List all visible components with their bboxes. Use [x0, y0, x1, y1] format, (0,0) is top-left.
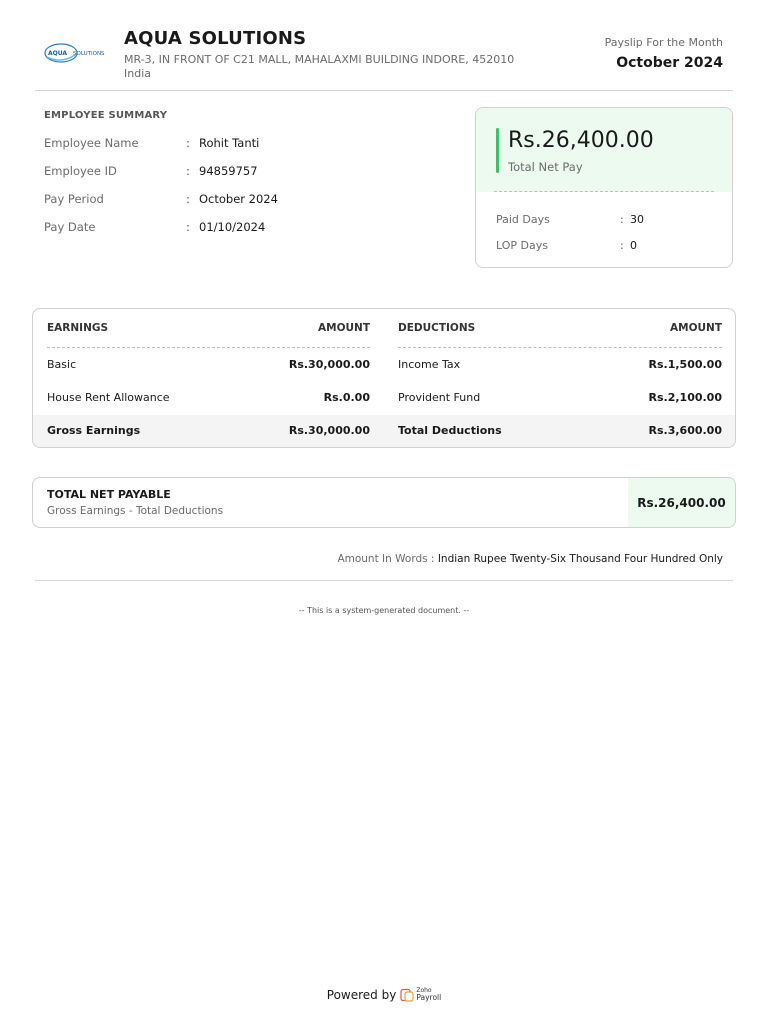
deductions-header: [398, 309, 722, 348]
gross-earnings-amount: Rs.30,000.00: [288, 424, 370, 437]
summary-label: Pay Date: [44, 220, 96, 234]
summary-row-pay-date: [44, 213, 444, 241]
svg-text:AQUA: AQUA: [48, 50, 68, 57]
earnings-deductions-table: [32, 308, 736, 448]
earnings-header-amount: AMOUNT: [318, 322, 370, 334]
svg-text:SOLUTIONS: SOLUTIONS: [73, 51, 105, 57]
deduction-amount: Rs.2,100.00: [648, 391, 722, 404]
days-label: Paid Days: [496, 212, 550, 226]
brand-big-text: Payroll: [416, 993, 442, 1002]
amount-in-words-value: Indian Rupee Twenty-Six Thousand Four Hundred Only: [437, 553, 723, 565]
system-generated-note: -- This is a system-generated document. --: [298, 606, 470, 615]
days-value: 0: [630, 238, 637, 252]
net-pay-amount: Rs.26,400.00: [508, 128, 654, 153]
summary-label: Employee ID: [44, 164, 117, 178]
table-row: [47, 348, 370, 381]
earning-amount: Rs.0.00: [323, 391, 370, 404]
net-pay-divider: [494, 191, 714, 192]
earning-label: Basic: [47, 358, 77, 371]
company-address-line1: MR-3, IN FRONT OF C21 MALL, MAHALAXMI BUILDING INDORE, 452010: [124, 53, 515, 66]
summary-row-pay-period: [44, 185, 444, 213]
earnings-header-label: EARNINGS: [47, 322, 109, 334]
employee-summary-title: EMPLOYEE SUMMARY: [44, 110, 168, 121]
earning-amount: Rs.30,000.00: [288, 358, 370, 371]
deduction-amount: Rs.1,500.00: [648, 358, 722, 371]
net-pay-accent-bar: [496, 128, 499, 173]
net-pay-card: [475, 107, 733, 268]
summary-colon: :: [186, 192, 190, 206]
company-name: AQUA SOLUTIONS: [124, 28, 307, 49]
payslip-month-block: [605, 36, 723, 72]
brand-small-text: Zoho: [416, 987, 432, 994]
payslip-header: [35, 27, 733, 91]
deductions-header-amount: AMOUNT: [670, 322, 722, 334]
paid-days-row: [496, 206, 712, 232]
gross-earnings-row: [47, 414, 370, 447]
net-payable-title: TOTAL NET PAYABLE: [47, 488, 171, 501]
amount-in-words-label: Amount In Words :: [337, 553, 438, 565]
days-value: 30: [630, 212, 644, 226]
deduction-label: Income Tax: [398, 358, 461, 371]
summary-colon: :: [186, 164, 190, 178]
deduction-label: Provident Fund: [398, 391, 481, 404]
summary-label: Pay Period: [44, 192, 104, 206]
summary-row-employee-id: [44, 157, 444, 185]
amount-in-words: [337, 553, 723, 565]
net-payable-subtitle: Gross Earnings - Total Deductions: [47, 505, 224, 517]
summary-colon: :: [186, 136, 190, 150]
employee-summary: [44, 110, 444, 241]
payroll-logo-icon: [400, 988, 414, 1002]
summary-label: Employee Name: [44, 136, 139, 150]
summary-row-employee-name: [44, 129, 444, 157]
table-row: [47, 381, 370, 414]
days-colon: :: [620, 238, 624, 252]
lop-days-row: [496, 232, 712, 258]
net-pay-label: Total Net Pay: [508, 160, 583, 174]
deductions-column: [398, 309, 722, 447]
company-info: [124, 27, 544, 81]
earning-label: House Rent Allowance: [47, 391, 170, 404]
total-deductions-row: [398, 414, 722, 447]
powered-by-text: Powered by: [326, 988, 397, 1002]
powered-by-footer: [0, 988, 768, 1002]
days-colon: :: [620, 212, 624, 226]
total-deductions-amount: Rs.3,600.00: [648, 424, 722, 437]
summary-value: 94859757: [199, 164, 258, 178]
deductions-header-label: DEDUCTIONS: [398, 322, 476, 334]
payslip-month-value: October 2024: [616, 55, 723, 71]
table-row: [398, 348, 722, 381]
table-row: [398, 381, 722, 414]
payslip-month-label: Payslip For the Month: [604, 36, 723, 49]
summary-colon: :: [186, 220, 190, 234]
days-label: LOP Days: [496, 238, 548, 252]
divider: [35, 580, 733, 581]
gross-earnings-label: Gross Earnings: [47, 424, 141, 437]
earnings-header: [47, 309, 370, 348]
payroll-brand: [416, 988, 441, 1002]
summary-value: Rohit Tanti: [199, 136, 260, 150]
total-deductions-label: Total Deductions: [398, 424, 502, 437]
summary-value: 01/10/2024: [199, 220, 266, 234]
summary-value: October 2024: [199, 192, 278, 206]
company-address-line2: India: [124, 67, 151, 80]
total-net-payable: [32, 477, 736, 528]
net-payable-amount: Rs.26,400.00: [628, 478, 735, 527]
net-pay-highlight: [476, 108, 732, 192]
company-logo: [43, 42, 117, 64]
earnings-column: [47, 309, 370, 447]
days-summary: [476, 192, 732, 258]
